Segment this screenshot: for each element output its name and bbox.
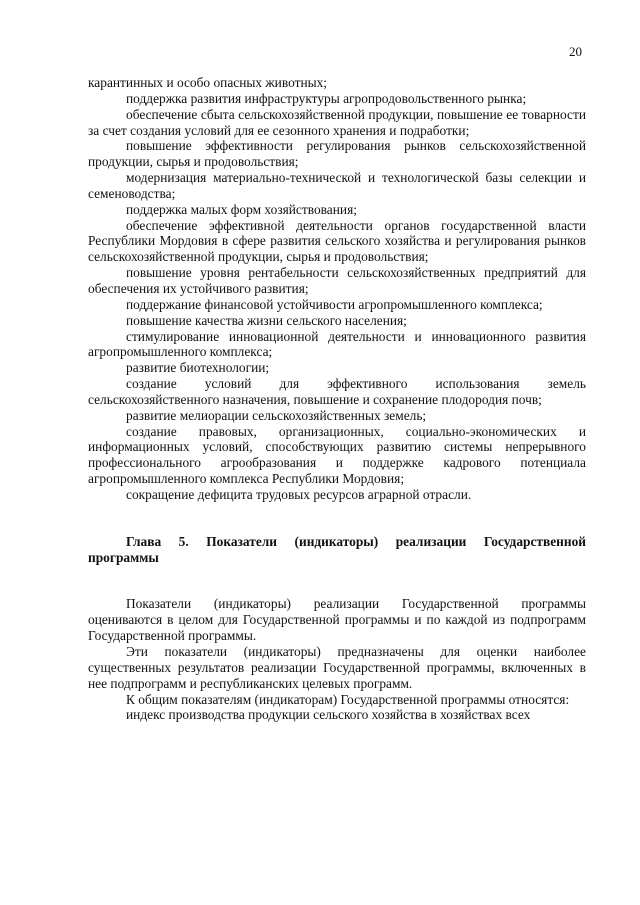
list-item: повышение уровня рентабельности сельскохозяйственных предприятий для обеспечения их устойчивого развития; [88, 265, 586, 296]
body-paragraph: К общим показателям (индикаторам) Государственной программы относятся: [126, 691, 570, 707]
list-item: поддержание финансовой устойчивости агропромышленного комплекса; [126, 296, 543, 312]
list-item: карантинных и особо опасных животных; [88, 75, 328, 90]
list-item: развитие биотехнологии; [126, 360, 270, 376]
list-item: поддержка развития инфраструктуры агропродовольственного рынка; [126, 90, 527, 106]
list-item: модернизация материально-технической и технологической базы селекции и семеноводства; [88, 170, 586, 201]
page-number: 20 [569, 44, 582, 59]
list-item: стимулирование инновационной деятельности и инновационного развития агропромышленного комплекса; [88, 328, 586, 360]
page-content [88, 75, 586, 723]
chapter-heading: Глава 5. Показатели (индикаторы) реализации Государственной программы [88, 533, 586, 565]
list-item: повышение эффективности регулирования рынков сельскохозяйственной продукции, сырья и продовольствия; [88, 138, 586, 170]
spacer [88, 503, 586, 534]
list-item: повышение качества жизни сельского населения; [126, 312, 407, 328]
body-paragraph: Показатели (индикаторы) реализации Государственной программы оцениваются в целом для Государственной программы и по каждой из подпрограмм Государственной программы. [88, 596, 586, 644]
list-item: обеспечение эффективной деятельности органов государственной власти Республики Мордовия в сфере развития сельского хозяйства и регулирования рынков сельскохозяйственной продукции, сырья и продовольствия; [88, 217, 586, 265]
spacer [88, 565, 586, 596]
list-item: создание правовых, организационных, социально-экономических и информационных условий, способствующих развитию системы непрерывного профессионального агрообразования и поддержке кадрового потенциала агропромышленного комплекса Республики Мордовия; [88, 423, 586, 487]
list-item: обеспечение сбыта сельскохозяйственной продукции, повышение ее товарности за счет создания условий для ее сезонного хранения и подработки; [88, 106, 586, 138]
list-item: поддержка малых форм хозяйствования; [126, 201, 357, 217]
body-paragraph: Эти показатели (индикаторы) предназначены для оценки наиболее существенных результатов реализации Государственной программы, включенных в нее подпрограмм и республиканских целевых программ. [88, 644, 586, 691]
list-item: развитие мелиорации сельскохозяйственных земель; [126, 407, 427, 423]
body-paragraph: индекс производства продукции сельского хозяйства в хозяйствах всех [126, 707, 531, 723]
list-item: создание условий для эффективного использования земель сельскохозяйственного назначения, повышение и сохранение плодородия почв; [88, 376, 586, 407]
list-item: сокращение дефицита трудовых ресурсов аграрной отрасли. [126, 486, 472, 502]
